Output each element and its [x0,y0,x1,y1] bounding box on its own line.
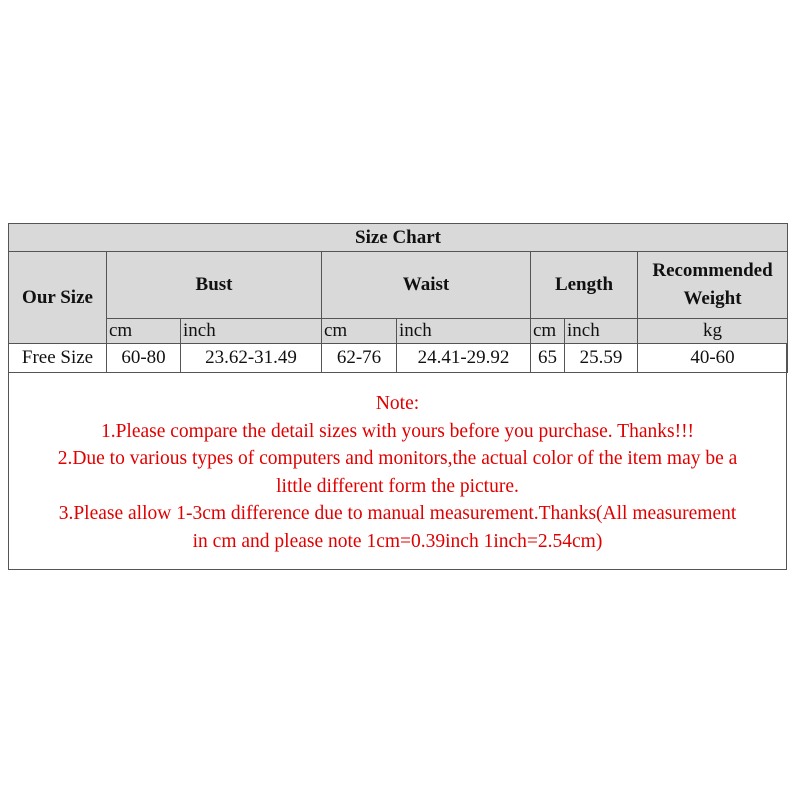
size-chart-table [8,223,788,373]
header-our-size: Our Size [9,252,107,344]
header-length: Length [531,252,638,319]
size-chart-title: Size Chart [9,224,788,252]
cell-bust-inch: 23.62-31.49 [181,344,322,373]
note-line-3b: in cm and please note 1cm=0.39inch 1inch=2.54cm) [192,530,603,552]
cell-size: Free Size [9,344,107,373]
header-waist: Waist [322,252,531,319]
note-line-2a: 2.Due to various types of computers and monitors,the actual color of the item may be a [57,448,738,470]
unit-length-inch: inch [565,319,638,344]
header-bust: Bust [107,252,322,319]
cell-waist-cm: 62-76 [322,344,397,373]
cell-waist-inch: 24.41-29.92 [397,344,531,373]
header-weight-line1: Recommended [652,260,773,281]
unit-waist-cm: cm [322,319,397,344]
cell-bust-cm: 60-80 [107,344,181,373]
cell-weight: 40-60 [638,344,788,373]
unit-bust-cm: cm [107,319,181,344]
note-line-1: 1.Please compare the detail sizes with yours before you purchase. Thanks!!! [100,420,695,442]
unit-waist-inch: inch [397,319,531,344]
size-chart [8,223,787,570]
header-weight-line2: Weight [683,288,742,309]
note-heading: Note: [375,393,420,414]
note-section [9,390,786,556]
note-line-2b: little different form the picture. [276,475,519,497]
table-row [9,344,788,373]
unit-length-cm: cm [531,319,565,344]
unit-bust-inch: inch [181,319,322,344]
note-line-3a: 3.Please allow 1-3cm difference due to manual measurement.Thanks(All measurement [58,503,737,525]
unit-weight-kg: kg [638,319,788,344]
cell-length-cm: 65 [531,344,565,373]
header-recommended-weight [638,252,788,319]
cell-length-inch: 25.59 [565,344,638,373]
